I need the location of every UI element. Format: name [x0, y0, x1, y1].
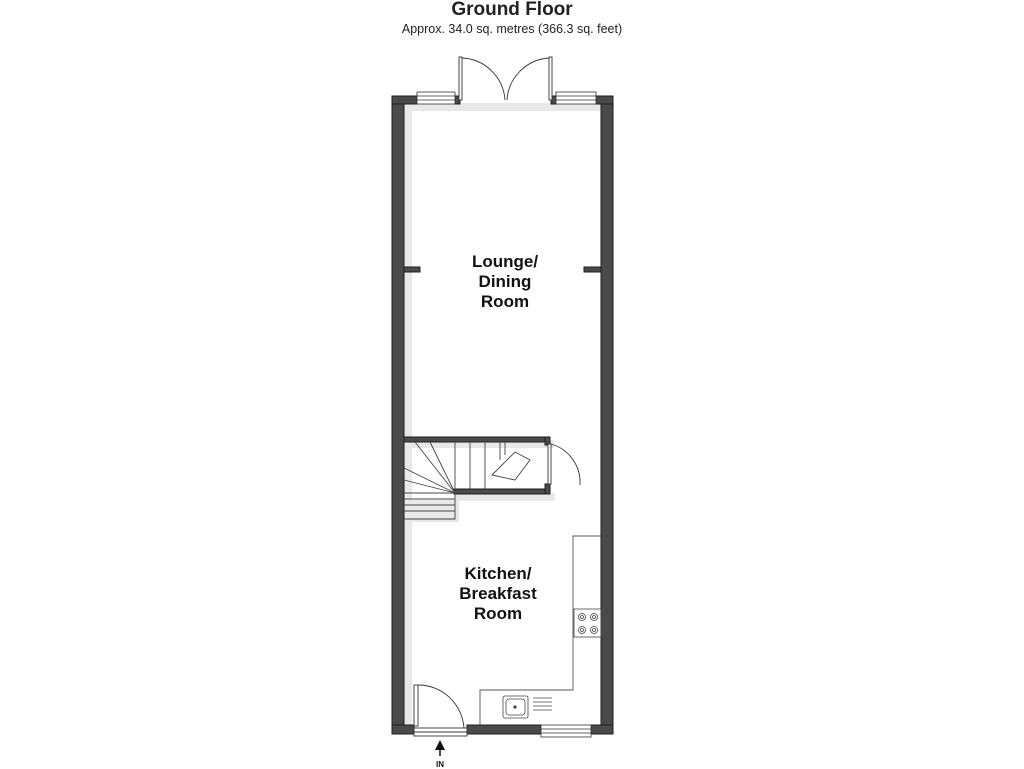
room-label-line: Kitchen/: [464, 564, 532, 583]
room-label-kitchen: [438, 564, 558, 624]
plan-area: Approx. 34.0 sq. metres (366.3 sq. feet): [401, 22, 623, 36]
sink-icon: [503, 696, 552, 718]
window-icon: [417, 92, 596, 104]
entrance-label: IN: [436, 760, 444, 769]
room-label-line: Room: [480, 292, 530, 311]
room-label-lounge: [445, 252, 565, 312]
plan-title: Ground Floor: [451, 0, 573, 20]
hob-icon: [574, 609, 601, 637]
window-icon: [541, 725, 591, 737]
door-swing-icon: [414, 685, 467, 736]
walls: [392, 96, 613, 734]
room-label-line: Breakfast: [459, 584, 537, 603]
door-swing-icon: [548, 444, 580, 485]
room-label-line: Lounge/: [471, 252, 539, 271]
double-door-icon: [459, 57, 552, 100]
room-label-line: Dining: [478, 272, 532, 291]
room-label-line: Room: [473, 604, 523, 623]
